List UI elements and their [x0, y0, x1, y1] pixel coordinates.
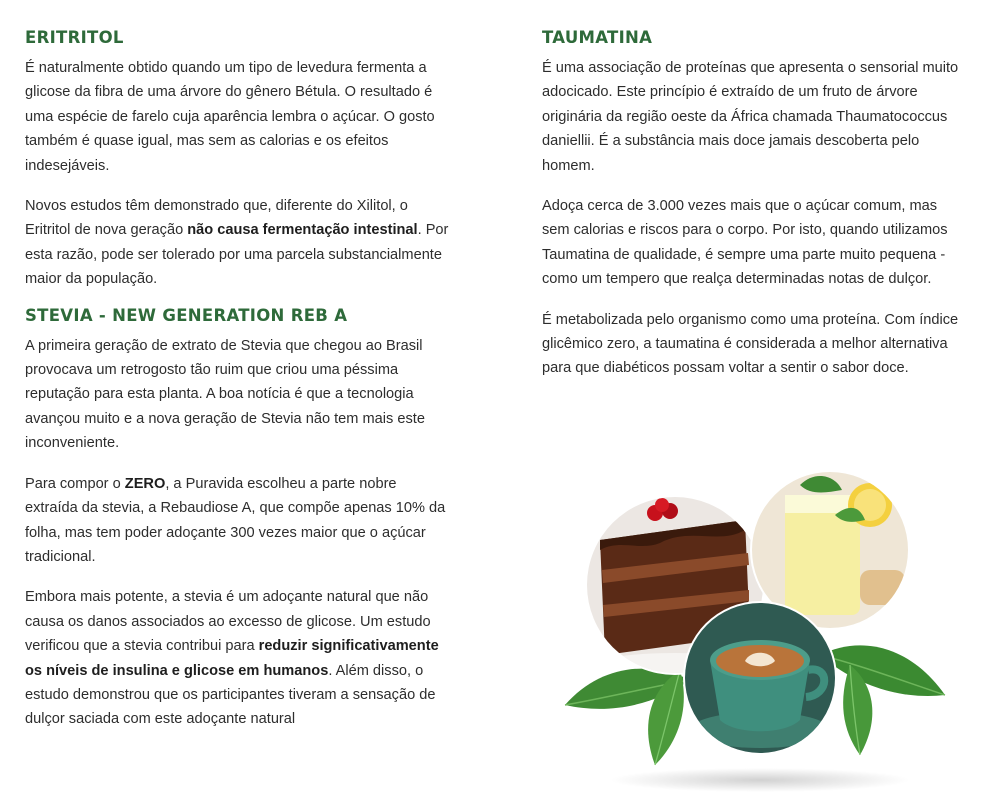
right-column: [542, 28, 967, 397]
taumatina-paragraph-1: É uma associação de proteínas que apresenta o sensorial muito adocicado. Este princípio é extraído de um fruto de árvore originária da região oeste da África chamada Thaumatococcus daniellii. É a substância mais doce jamais descoberta pelo homem.: [542, 60, 959, 174]
food-illustration: [560, 465, 960, 795]
taumatina-paragraph-3: É metabolizada pelo organismo como uma proteína. Com índice glicêmico zero, a taumatina é considerada a melhor alternativa para que diabéticos possam voltar a sentir o sabor doce.: [542, 311, 959, 377]
taumatina-paragraph-2: Adoça cerca de 3.000 vezes mais que o açúcar comum, mas sem calorias e riscos para o corpo. Por isto, quando utilizamos Taumatina de qualidade, é sempre uma parte muito pequena - como um tempero que realça determinadas notas de dulçor.: [542, 198, 948, 288]
shadow-shape: [610, 768, 910, 792]
stevia-paragraph-1: A primeira geração de extrato de Stevia que chegou ao Brasil provocava um retrogosto tão ruim que criou uma péssima reputação para esta planta. A boa notícia é que a tecnologia avançou muito e a nova geração de Stevia não tem mais este inconveniente.: [25, 337, 425, 452]
eritritol-paragraph-2: [25, 194, 450, 292]
text-span: . Por esta razão, pode ser tolerado por uma parcela substancialmente maior da população.: [25, 222, 449, 288]
leaf-right-icon: [820, 645, 945, 755]
section-taumatina: [542, 28, 967, 381]
stevia-paragraph-3: [25, 585, 450, 731]
text-span: Para compor o: [25, 475, 125, 492]
bold-text: não causa fermentação intestinal: [187, 222, 418, 239]
stevia-paragraph-2: [25, 472, 450, 570]
text-span: , a Puravida escolheu a parte nobre extraída da stevia, a Rebaudiose A, que compõe apenas 10% da folha, mas tem poder adoçante 300 vezes maior que o açúcar tradicional.: [25, 475, 446, 565]
text-span: Embora mais potente, a stevia é um adoçante natural que não causa os danos associados ao excesso de glicose. Um estudo verificou que a stevia contribui para: [25, 589, 431, 655]
section-stevia: [25, 306, 450, 732]
eritritol-paragraph-1: É naturalmente obtido quando um tipo de levedura fermenta a glicose da fibra de uma árvore do gênero Bétula. O resultado é uma espécie de farelo cuja aparência lembra o açúcar. O gosto também é quase igual, mas sem as calorias e os efeitos indesejáveis.: [25, 60, 435, 174]
section-title-taumatina: TAUMATINA: [542, 28, 653, 47]
bold-text: ZERO: [124, 475, 166, 492]
leaf-left-icon: [565, 669, 690, 765]
section-title-stevia: STEVIA - NEW GENERATION REB A: [25, 305, 348, 325]
text-span: Novos estudos têm demonstrado que, diferente do Xilitol, o Eritritol de nova geração: [25, 198, 408, 239]
left-column: [25, 28, 450, 748]
bold-text: reduzir significativamente os níveis de insulina e glicose em humanos: [25, 638, 439, 679]
text-span: . Além disso, o estudo demonstrou que os participantes tiveram a sensação de dulçor saciada com este adoçante natural: [25, 662, 436, 728]
section-eritritol: [25, 28, 450, 292]
section-title-eritritol: ERITRITOL: [25, 28, 124, 47]
